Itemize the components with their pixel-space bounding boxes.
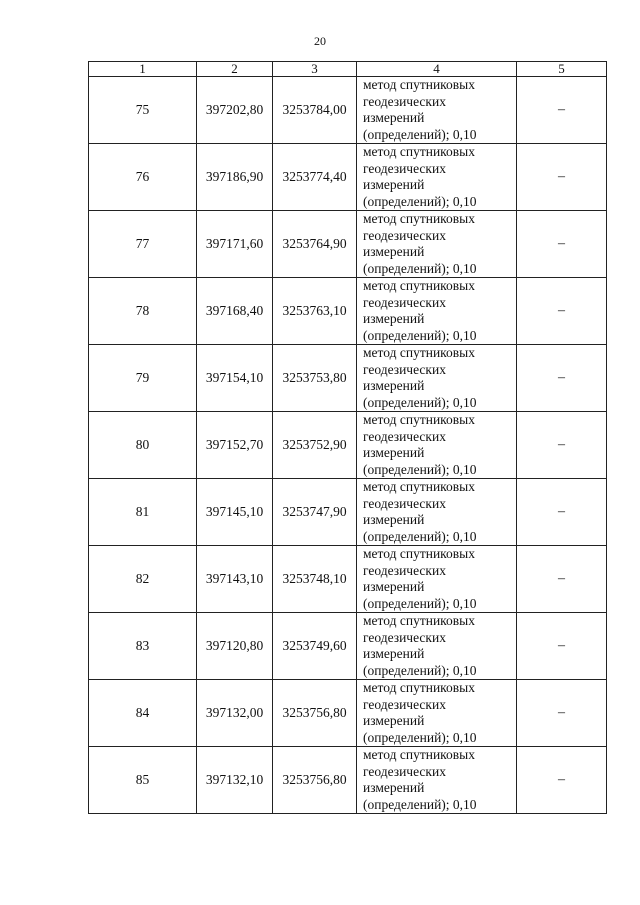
method-text-line: измерений bbox=[363, 512, 425, 527]
method-text-line: (определений); 0,10 bbox=[363, 193, 477, 209]
method-cell bbox=[357, 412, 517, 479]
method-text-line: (определений); 0,10 bbox=[363, 260, 477, 276]
table-row bbox=[89, 211, 607, 278]
method-text-line: измерений bbox=[363, 445, 425, 460]
point-number-cell: 82 bbox=[89, 546, 197, 613]
header-col-1: 1 bbox=[89, 62, 197, 77]
note-cell: – bbox=[517, 211, 607, 278]
method-text-line: метод спутниковых bbox=[363, 747, 475, 762]
y-coordinate-cell: 3253756,80 bbox=[273, 680, 357, 747]
x-coordinate-cell: 397143,10 bbox=[197, 546, 273, 613]
table-row bbox=[89, 144, 607, 211]
method-text-line: геодезических bbox=[363, 160, 446, 176]
point-number-cell: 76 bbox=[89, 144, 197, 211]
method-text-line: метод спутниковых bbox=[363, 77, 475, 92]
method-text-line: геодезических bbox=[363, 629, 446, 645]
table-row bbox=[89, 680, 607, 747]
y-coordinate-cell: 3253752,90 bbox=[273, 412, 357, 479]
method-cell bbox=[357, 613, 517, 680]
point-number-cell: 79 bbox=[89, 345, 197, 412]
table-row bbox=[89, 546, 607, 613]
y-coordinate-cell: 3253747,90 bbox=[273, 479, 357, 546]
method-text-line: геодезических bbox=[363, 696, 446, 712]
x-coordinate-cell: 397186,90 bbox=[197, 144, 273, 211]
method-cell bbox=[357, 546, 517, 613]
method-cell bbox=[357, 747, 517, 814]
point-number-cell: 78 bbox=[89, 278, 197, 345]
method-text-line: (определений); 0,10 bbox=[363, 662, 477, 678]
method-text-line: метод спутниковых bbox=[363, 546, 475, 561]
point-number-cell: 85 bbox=[89, 747, 197, 814]
method-cell bbox=[357, 278, 517, 345]
x-coordinate-cell: 397120,80 bbox=[197, 613, 273, 680]
y-coordinate-cell: 3253774,40 bbox=[273, 144, 357, 211]
method-text-line: геодезических bbox=[363, 562, 446, 578]
method-text-line: (определений); 0,10 bbox=[363, 327, 477, 343]
note-cell: – bbox=[517, 278, 607, 345]
method-cell bbox=[357, 345, 517, 412]
table-row bbox=[89, 278, 607, 345]
method-cell bbox=[357, 479, 517, 546]
table-row bbox=[89, 77, 607, 144]
x-coordinate-cell: 397154,10 bbox=[197, 345, 273, 412]
method-text-line: (определений); 0,10 bbox=[363, 729, 477, 745]
method-text-line: метод спутниковых bbox=[363, 479, 475, 494]
method-text-line: метод спутниковых bbox=[363, 211, 475, 226]
method-text-line: (определений); 0,10 bbox=[363, 595, 477, 611]
method-text-line: измерений bbox=[363, 110, 425, 125]
x-coordinate-cell: 397171,60 bbox=[197, 211, 273, 278]
x-coordinate-cell: 397132,00 bbox=[197, 680, 273, 747]
method-text-line: измерений bbox=[363, 311, 425, 326]
y-coordinate-cell: 3253753,80 bbox=[273, 345, 357, 412]
page-number: 20 bbox=[314, 34, 326, 48]
table-row bbox=[89, 747, 607, 814]
note-cell: – bbox=[517, 546, 607, 613]
method-cell bbox=[357, 77, 517, 144]
point-number-cell: 83 bbox=[89, 613, 197, 680]
note-cell: – bbox=[517, 412, 607, 479]
method-text-line: геодезических bbox=[363, 93, 446, 109]
method-text-line: измерений bbox=[363, 646, 425, 661]
method-text-line: геодезических bbox=[363, 763, 446, 779]
method-text-line: измерений bbox=[363, 244, 425, 259]
x-coordinate-cell: 397168,40 bbox=[197, 278, 273, 345]
header-col-4: 4 bbox=[357, 62, 517, 77]
point-number-cell: 75 bbox=[89, 77, 197, 144]
header-col-3: 3 bbox=[273, 62, 357, 77]
method-text-line: метод спутниковых bbox=[363, 412, 475, 427]
method-text-line: геодезических bbox=[363, 361, 446, 377]
y-coordinate-cell: 3253764,90 bbox=[273, 211, 357, 278]
coordinates-table bbox=[88, 61, 607, 814]
method-text-line: измерений bbox=[363, 177, 425, 192]
header-row bbox=[89, 62, 607, 77]
method-text-line: метод спутниковых bbox=[363, 144, 475, 159]
point-number-cell: 80 bbox=[89, 412, 197, 479]
method-text-line: геодезических bbox=[363, 227, 446, 243]
table-row bbox=[89, 345, 607, 412]
method-text-line: (определений); 0,10 bbox=[363, 461, 477, 477]
y-coordinate-cell: 3253749,60 bbox=[273, 613, 357, 680]
point-number-cell: 77 bbox=[89, 211, 197, 278]
y-coordinate-cell: 3253756,80 bbox=[273, 747, 357, 814]
table-row bbox=[89, 613, 607, 680]
table-body bbox=[89, 77, 607, 814]
note-cell: – bbox=[517, 144, 607, 211]
method-text-line: метод спутниковых bbox=[363, 345, 475, 360]
point-number-cell: 81 bbox=[89, 479, 197, 546]
y-coordinate-cell: 3253763,10 bbox=[273, 278, 357, 345]
method-cell bbox=[357, 211, 517, 278]
method-text-line: (определений); 0,10 bbox=[363, 796, 477, 812]
table-header bbox=[89, 62, 607, 77]
x-coordinate-cell: 397145,10 bbox=[197, 479, 273, 546]
note-cell: – bbox=[517, 345, 607, 412]
x-coordinate-cell: 397202,80 bbox=[197, 77, 273, 144]
method-text-line: измерений bbox=[363, 713, 425, 728]
method-text-line: метод спутниковых bbox=[363, 278, 475, 293]
table-row bbox=[89, 479, 607, 546]
y-coordinate-cell: 3253784,00 bbox=[273, 77, 357, 144]
y-coordinate-cell: 3253748,10 bbox=[273, 546, 357, 613]
header-col-2: 2 bbox=[197, 62, 273, 77]
x-coordinate-cell: 397132,10 bbox=[197, 747, 273, 814]
method-text-line: измерений bbox=[363, 579, 425, 594]
method-text-line: (определений); 0,10 bbox=[363, 528, 477, 544]
method-text-line: геодезических bbox=[363, 495, 446, 511]
header-col-5: 5 bbox=[517, 62, 607, 77]
note-cell: – bbox=[517, 77, 607, 144]
method-text-line: измерений bbox=[363, 378, 425, 393]
method-cell bbox=[357, 144, 517, 211]
method-text-line: (определений); 0,10 bbox=[363, 126, 477, 142]
table-row bbox=[89, 412, 607, 479]
method-text-line: (определений); 0,10 bbox=[363, 394, 477, 410]
method-text-line: геодезических bbox=[363, 428, 446, 444]
note-cell: – bbox=[517, 613, 607, 680]
method-text-line: метод спутниковых bbox=[363, 680, 475, 695]
note-cell: – bbox=[517, 747, 607, 814]
note-cell: – bbox=[517, 479, 607, 546]
note-cell: – bbox=[517, 680, 607, 747]
method-text-line: измерений bbox=[363, 780, 425, 795]
method-text-line: метод спутниковых bbox=[363, 613, 475, 628]
x-coordinate-cell: 397152,70 bbox=[197, 412, 273, 479]
point-number-cell: 84 bbox=[89, 680, 197, 747]
method-text-line: геодезических bbox=[363, 294, 446, 310]
method-cell bbox=[357, 680, 517, 747]
